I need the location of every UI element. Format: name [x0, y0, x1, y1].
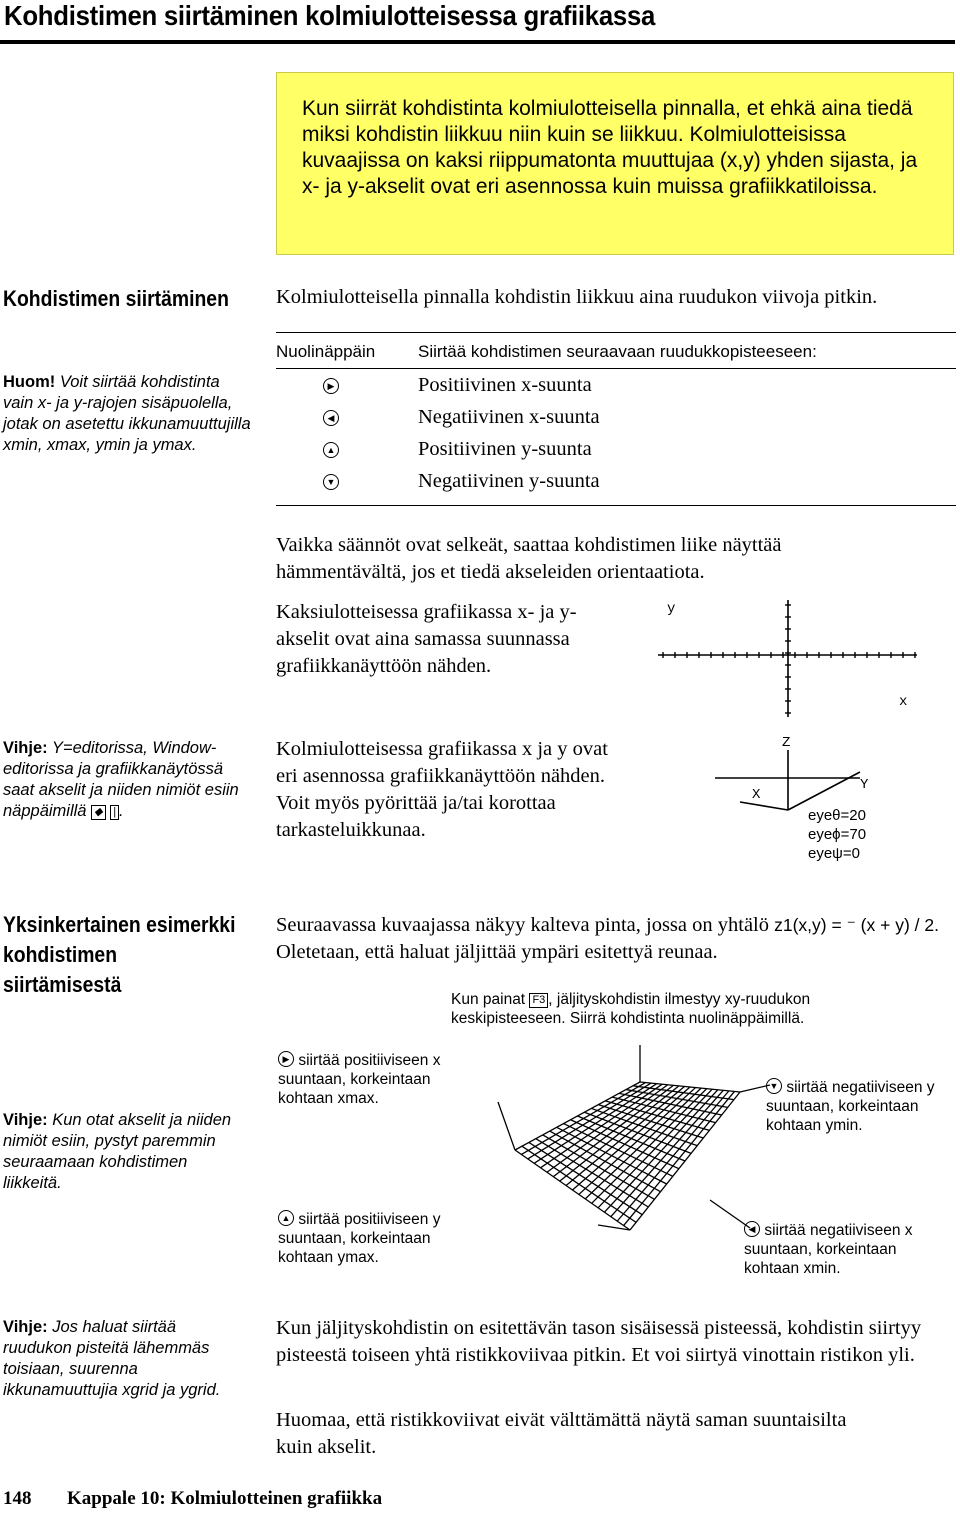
table-header-description: Siirtää kohdistimen seuraavaan ruudukkopisteeseen:: [418, 342, 817, 361]
callout-post: , jäljityskohdistin ilmestyy xy-ruudukon keskipisteeseen. Siirrä kohdistinta nuolinäppäimillä.: [451, 991, 811, 1027]
down-arrow-key-icon: ▼: [766, 1078, 782, 1094]
note-huom: [3, 372, 253, 456]
y-axis-label: y: [667, 601, 676, 617]
left-arrow-key-icon: ◀: [323, 410, 339, 426]
callout-text: siirtää negatiiviseen y suuntaan, korkeintaan kohtaan ymin.: [766, 1079, 935, 1134]
eye-theta: eyeθ=20: [808, 807, 866, 824]
table-row-text: Negatiivinen y-suunta: [418, 470, 600, 492]
table-header-rule: [276, 368, 956, 369]
table-header-key: Nuolinäppäin: [276, 342, 376, 361]
right-arrow-key-icon: ▶: [323, 378, 339, 394]
tip-grid-density: [3, 1317, 248, 1401]
tip-text: Kun otat akselit ja niiden nimiöt esiin, pystyt paremmin seuraamaan kohdistimen liikkeitä.: [3, 1111, 232, 1192]
section-heading-simple-example: Yksinkertainen esimerkki kohdistimen siirtämisestä: [3, 912, 236, 997]
up-arrow-key-icon: ▲: [278, 1210, 294, 1226]
callout-trace-start: [451, 990, 851, 1028]
note-text: Voit siirtää kohdistinta vain x- ja y-rajojen sisäpuolella, jotak on asetettu ikkunamuuttujilla xmin, xmax, ymin ja ymax.: [3, 373, 251, 454]
z-axis-label: Z: [782, 735, 791, 751]
table-row-text: Positiivinen y-suunta: [418, 438, 592, 460]
table-row: [323, 474, 339, 493]
paragraph-grid-movement: Kun jäljityskohdistin on esitettävän tason sisäisessä pisteessä, kohdistin siirtyy pisteestä toiseen yhtä ristikkoviivaa pitkin. Et voi siirtyä vinottain ristikon yli.: [276, 1317, 922, 1366]
up-arrow-key-icon: ▲: [323, 442, 339, 458]
paragraph-grid-note: Huomaa, että ristikkoviivat eivät välttämättä näytä saman suuntaisilta kuin akselit.: [276, 1409, 847, 1458]
callout-right-arrow: [278, 1051, 478, 1108]
table-row: [323, 442, 339, 461]
diamond-key-icon: ◆: [91, 805, 105, 820]
title-rule: [0, 40, 955, 44]
left-arrow-key-icon: ◀: [744, 1221, 760, 1237]
table-bottom-rule: [276, 505, 956, 506]
page-title: Kohdistimen siirtäminen kolmiulotteisessa grafiikassa: [4, 0, 656, 31]
section-heading-cursor-movement: Kohdistimen siirtäminen: [3, 286, 229, 311]
lead-part1: Seuraavassa kuvaajassa näkyy kalteva pinta, jossa on yhtälö: [276, 914, 769, 936]
bar-key-icon: |: [110, 805, 119, 820]
right-arrow-key-icon: ▶: [278, 1051, 294, 1067]
paragraph-2d-graph: Kaksiulotteisessa grafiikassa x- ja y-akselit ovat aina samassa suunnassa grafiikkanäyttöön nähden.: [276, 601, 577, 677]
graph-2d-axes: [655, 595, 920, 720]
eye-angles: [808, 806, 866, 863]
intro-text: Kun siirrät kohdistinta kolmiulotteisella pinnalla, et ehkä aina tiedä miksi kohdistin liikkuu niin kuin se liikkuu. Kolmiulotteisissa kuvaajissa on kaksi riippumatonta muuttujaa (x,y) yhden sijasta, ja x- ja y-akselit ovat eri asennossa kuin muissa grafiikkatiloissa.: [302, 97, 918, 198]
table-row-text: Negatiivinen x-suunta: [418, 406, 600, 428]
tip-axes-keys: [3, 738, 253, 822]
paragraph-3d-graph: Kolmiulotteisessa grafiikassa x ja y ovat eri asennossa grafiikkanäyttöön nähden. Voit myös pyörittää ja/tai korottaa tarkasteluikkunaa.: [276, 738, 608, 841]
down-arrow-key-icon: ▼: [323, 474, 339, 490]
callout-pre: Kun painat: [451, 991, 526, 1008]
page-number: 148: [3, 1488, 32, 1509]
tip-text: Y=editorissa, Window-editorissa ja grafiikkanäytössä saat akselit ja niiden nimiöt esiin näppäimillä: [3, 739, 239, 820]
tip-axes-visibility: [3, 1110, 243, 1194]
x-axis-label: X: [752, 787, 761, 803]
tip-end: .: [118, 802, 124, 820]
x-axis-label: x: [899, 694, 908, 710]
equation: z1(x,y) = ⁻ (x + y) / 2.: [774, 915, 939, 935]
callout-text: siirtää positiiviseen x suuntaan, korkeintaan kohtaan xmax.: [278, 1052, 441, 1107]
callout-text: siirtää negatiiviseen x suuntaan, korkeintaan kohtaan xmin.: [744, 1222, 913, 1277]
chapter-title: Kappale 10: Kolmiulotteinen grafiikka: [67, 1488, 383, 1509]
section2-lead: [276, 912, 946, 966]
callout-up-arrow: [278, 1210, 478, 1267]
table-row-text: Positiivinen x-suunta: [418, 374, 592, 396]
surface-grid-line: [611, 1090, 724, 1216]
tip-label: Vihje:: [3, 1318, 48, 1336]
tip-label: Vihje:: [3, 1111, 48, 1129]
table-row: [323, 410, 339, 429]
note-label: Huom!: [3, 373, 56, 391]
lead-part2: Oletetaan, että haluat jäljittää ympäri esitettyä reunaa.: [276, 941, 718, 963]
surface-grid-line: [598, 1105, 703, 1138]
callout-down-arrow: [766, 1078, 960, 1135]
callout-text: siirtää positiiviseen y suuntaan, korkeintaan kohtaan ymax.: [278, 1211, 441, 1266]
tip-label: Vihje:: [3, 739, 48, 757]
surface-grid-line: [640, 1082, 740, 1092]
tilted-surface-grid: [480, 1040, 780, 1245]
y-axis-label: Y: [860, 777, 869, 793]
eye-psi: eyeψ=0: [808, 845, 860, 862]
table-row: [323, 378, 339, 397]
paragraph-orientation: Vaikka säännöt ovat selkeät, saattaa kohdistimen liike näyttää hämmentävältä, jos et tiedä akseleiden orientaatiota.: [276, 534, 782, 583]
section1-lead: Kolmiulotteisella pinnalla kohdistin liikkuu aina ruudukon viivoja pitkin.: [276, 286, 878, 308]
table-top-rule: [276, 332, 956, 333]
f3-key-icon: F3: [529, 993, 548, 1008]
eye-phi: eyeϕ=70: [808, 826, 867, 843]
tip-text: Jos haluat siirtää ruudukon pisteitä lähemmäs toisiaan, suurenna ikkunamuuttujia xgrid ja ygrid.: [3, 1318, 221, 1399]
